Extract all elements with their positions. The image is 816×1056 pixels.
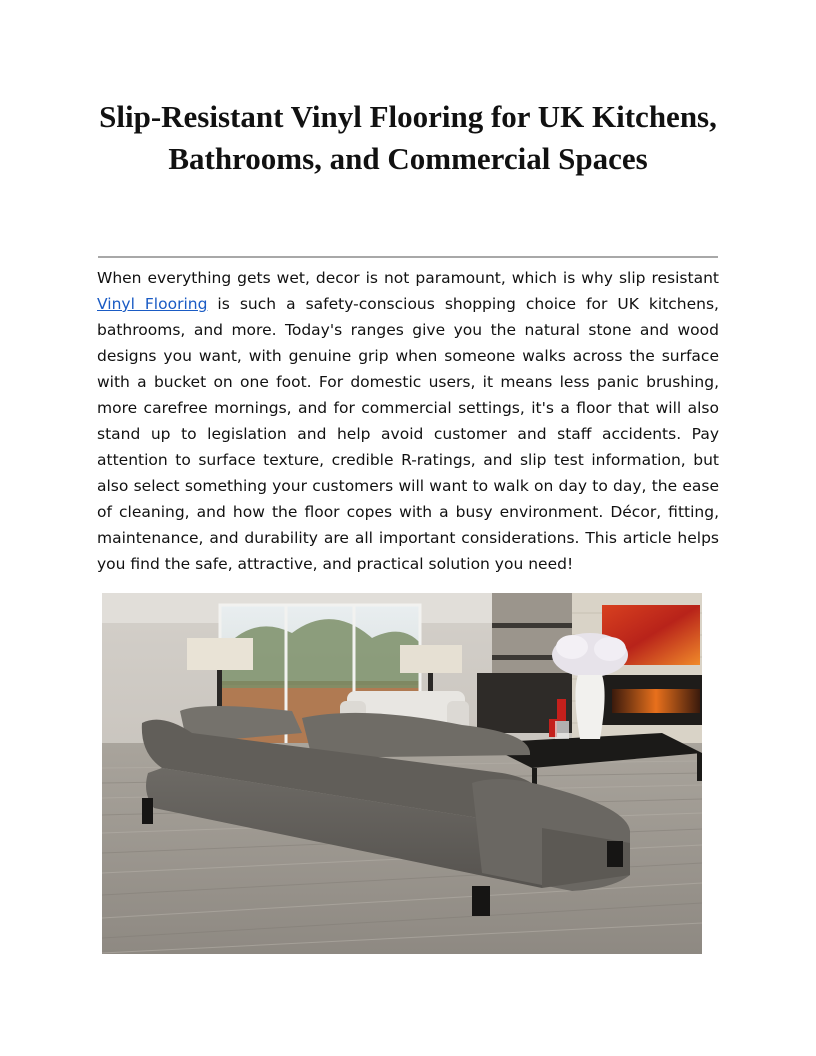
vinyl-flooring-link[interactable]: Vinyl Flooring bbox=[97, 295, 208, 313]
intro-text-end: is such a safety-conscious shopping choice for UK kitchens, bathrooms, and more. Today's ranges give you the natural stone and wood designs you want, with genuine grip when someone walks across the surface with a bucket on one foot. For domestic users, it means less panic brushing, more carefree mornings, and for commercial settings, it's a floor that will also stand up to legislation and help avoid customer and staff accidents. Pay attention to surface texture, credible R-ratings, and slip test information, but also select something your customers will want to walk on day to day, the ease of cleaning, and how the floor copes with a busy environment. Décor, fitting, maintenance, and durability are all important considerations. This article helps you find the safe, attractive, and practical solution you need! bbox=[97, 295, 719, 573]
living-room-photo bbox=[102, 593, 702, 954]
intro-text-start: When everything gets wet, decor is not paramount, which is why slip resistant bbox=[97, 269, 719, 287]
fireplace bbox=[602, 675, 702, 725]
title-divider bbox=[98, 256, 718, 258]
intro-paragraph bbox=[97, 265, 719, 577]
page-title: Slip-Resistant Vinyl Flooring for UK Kitchens, Bathrooms, and Commercial Spaces bbox=[99, 99, 717, 176]
